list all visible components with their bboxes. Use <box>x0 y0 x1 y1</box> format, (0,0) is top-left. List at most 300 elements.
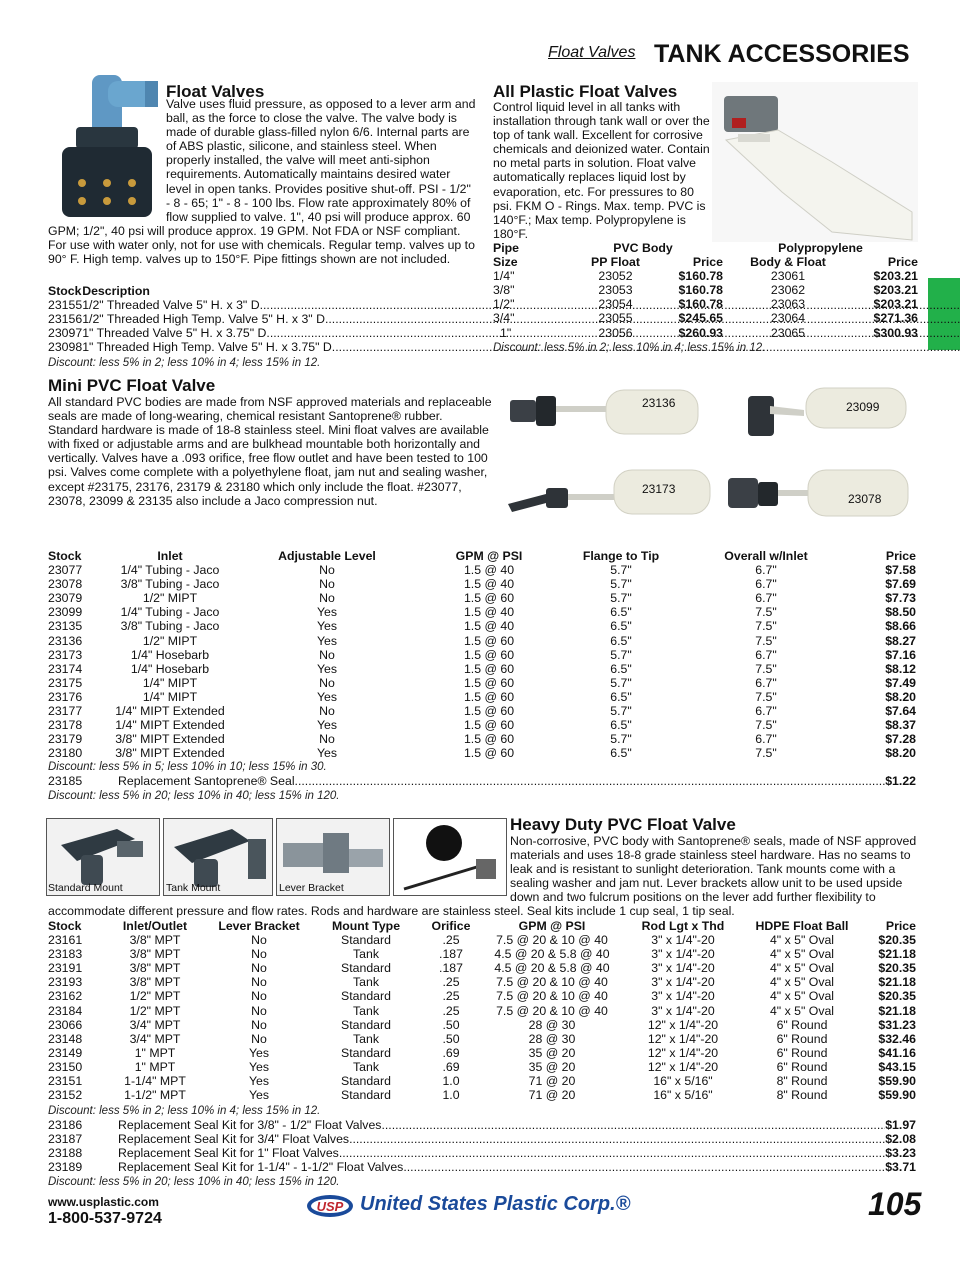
price-cell: $8.20 <box>885 689 916 704</box>
lever-cell: No <box>251 975 267 990</box>
gpm-cell: 4.5 @ 20 & 5.8 @ 40 <box>494 961 610 976</box>
overall-cell: 7.5" <box>755 689 777 704</box>
description-cell: 1" Threaded High Temp. Valve 5" H. x 3.75" D. <box>82 340 336 355</box>
price-cell: $3.71 <box>885 1160 916 1175</box>
heavy-duty-description: Non-corrosive, PVC body with Santoprene® seals, made of NSF approved materials and uses 18-8 grade stainless steel hardware. Has no seams to leak and is resistant to sunlight deterioration. Tank mounts come with a sealing washer and jam nut. Lever brackets allow unit to be used upside down and two fulcrum positions on the lever add further flexibility to accommodate different pressure and flow rates. Rods and hardware are stainless steel. Seal kits include 1 cup seal, 1 tip seal. <box>48 834 917 919</box>
rod-cell: 16" x 5/16" <box>653 1088 713 1103</box>
stock-cell: 23061 <box>770 269 806 284</box>
adjustable-cell: No <box>319 675 335 690</box>
orifice-cell: .187 <box>439 947 463 962</box>
mini-pvc-description: All standard PVC bodies are made from NSF approved materials and replaceable seals are made of long-wearing, chemical resistant Santoprene® rubber. Standard hardware is made of 18-8 stainless steel. Mini float valves are available with fixed or adjustable arms and are bulkhead mountable both horizontally and vertically. Valves have a .093 orifice, free flow outlet and have been tested to 100 psi. Valves come complete with a polyethylene float, jam nut and sealing washer, except #23175, 23176, 23179 & 23180 which only include the float. #23077, 23078, 23099 & 23135 also include a Jaco compression nut. <box>48 395 492 508</box>
col-description: Description <box>82 284 150 298</box>
mount-cell: Standard <box>341 961 391 976</box>
size-cell: 3/4" <box>493 311 515 326</box>
rod-cell: 12" x 1/4"-20 <box>647 1045 719 1060</box>
description-cell: Replacement Seal Kit for 3/8" - 1/2" Float Valves <box>118 1118 382 1132</box>
gpm-cell: 1.5 @ 60 <box>463 689 515 704</box>
seal-kits-list <box>48 1118 916 1174</box>
mini-pvc-title: Mini PVC Float Valve <box>48 376 216 395</box>
mount-cell: Tank <box>353 1059 379 1074</box>
stock-cell: 23162 <box>48 989 83 1004</box>
inlet-cell: 1/4" Hosebarb <box>130 661 210 676</box>
price-cell: $203.21 <box>873 297 918 312</box>
flange-cell: 6.5" <box>610 633 632 648</box>
col-stock: Stock <box>48 919 82 933</box>
overall-cell: 6.7" <box>755 704 777 719</box>
overall-cell: 7.5" <box>755 746 777 761</box>
usp-logo-text: USP <box>316 1199 344 1214</box>
gpm-cell: 28 @ 30 <box>528 1031 576 1046</box>
lever-cell: No <box>251 961 267 976</box>
stock-cell: 23056 <box>598 325 633 340</box>
all-plastic-table <box>493 241 918 340</box>
price-cell: $8.66 <box>885 619 916 634</box>
lever-cell: No <box>251 947 267 962</box>
ball-cell: 4" x 5" Oval <box>769 1003 835 1018</box>
table-row <box>48 1088 916 1102</box>
col-price: Price <box>887 255 918 270</box>
lever-bracket-caption: Lever Bracket <box>279 882 344 894</box>
col-stock: Stock <box>48 549 82 563</box>
inlet-cell: 1/2" MIPT <box>142 591 198 606</box>
lever-cell: No <box>251 1031 267 1046</box>
gpm-cell: 1.5 @ 60 <box>463 732 515 747</box>
price-cell: $32.46 <box>878 1031 916 1046</box>
col-gpm-psi: GPM @ PSI <box>518 919 586 933</box>
flange-cell: 6.5" <box>610 746 632 761</box>
col-orifice: Orifice <box>431 919 471 933</box>
stock-cell: 23175 <box>48 675 83 690</box>
price-cell: $8.27 <box>885 633 916 648</box>
gpm-cell: 7.5 @ 20 & 10 @ 40 <box>496 1003 608 1018</box>
gpm-cell: 1.5 @ 60 <box>463 718 515 733</box>
tank-mount-caption: Tank Mount <box>166 882 221 894</box>
lever-cell: Yes <box>248 1074 270 1089</box>
lever-cell: No <box>251 933 267 948</box>
heavy-duty-discount: Discount: less 5% in 2; less 10% in 4; less 15% in 12. <box>48 1105 321 1117</box>
adjustable-cell: Yes <box>316 746 338 761</box>
gpm-cell: 1.5 @ 60 <box>463 704 515 719</box>
price-cell: $21.18 <box>878 947 916 962</box>
lever-cell: No <box>251 989 267 1004</box>
price-cell: $7.73 <box>885 591 916 606</box>
rod-cell: 16" x 5/16" <box>653 1074 713 1089</box>
stock-cell: 23063 <box>770 297 806 312</box>
col-inlet-outlet: Inlet/Outlet <box>122 919 188 933</box>
table-row <box>48 563 916 577</box>
table-row <box>48 947 916 961</box>
orifice-cell: 1.0 <box>442 1088 460 1103</box>
inlet-cell: 3/8" MPT <box>129 933 181 948</box>
stock-cell: 23136 <box>48 633 83 648</box>
seal-kit-row <box>48 1146 916 1160</box>
overall-cell: 7.5" <box>755 605 777 620</box>
orifice-cell: .50 <box>442 1031 460 1046</box>
page-number: 105 <box>868 1186 922 1222</box>
col-overall-inlet: Overall w/Inlet <box>724 549 808 563</box>
stock-cell: 23150 <box>48 1059 83 1074</box>
table-row <box>48 1018 916 1032</box>
inlet-cell: 1/2" MPT <box>129 1003 181 1018</box>
table-header-row <box>493 255 918 269</box>
table-row <box>48 619 916 633</box>
price-cell: $7.64 <box>885 704 916 719</box>
orifice-cell: .25 <box>442 1003 460 1018</box>
overall-cell: 6.7" <box>755 732 777 747</box>
stock-cell: 23053 <box>598 283 633 298</box>
col-flange-tip: Flange to Tip <box>582 549 660 563</box>
adjustable-cell: Yes <box>316 619 338 634</box>
flange-cell: 5.7" <box>610 675 632 690</box>
overall-cell: 6.7" <box>755 675 777 690</box>
table-row <box>48 605 916 619</box>
seal-row <box>48 774 916 788</box>
stock-cell: 23065 <box>770 325 806 340</box>
table-row <box>48 1046 916 1060</box>
table-row <box>48 676 916 690</box>
overall-cell: 6.7" <box>755 563 777 578</box>
all-plastic-discount: Discount: less 5% in 2; less 10% in 4; less 15% in 12. <box>493 342 766 354</box>
stock-cell: 23078 <box>48 577 83 592</box>
mini-float-23173-image <box>506 460 716 524</box>
inlet-cell: 1" MPT <box>134 1045 176 1060</box>
price-cell: $203.21 <box>873 269 918 284</box>
price-cell: $59.90 <box>878 1074 916 1089</box>
float-valve-photo <box>48 75 166 222</box>
price-cell: $59.90 <box>878 1088 916 1103</box>
adjustable-cell: No <box>319 577 335 592</box>
heavy-duty-table <box>48 919 916 1102</box>
inlet-cell: 3/8" MIPT Extended <box>115 746 225 761</box>
table-row <box>48 648 916 662</box>
ball-cell: 4" x 5" Oval <box>769 961 835 976</box>
overall-cell: 7.5" <box>755 661 777 676</box>
col-mount-type: Mount Type <box>331 919 401 933</box>
rod-cell: 12" x 1/4"-20 <box>647 1059 719 1074</box>
price-cell: $203.21 <box>873 283 918 298</box>
orifice-cell: .69 <box>442 1059 460 1074</box>
overall-cell: 7.5" <box>755 633 777 648</box>
price-cell: $7.69 <box>885 577 916 592</box>
price-cell: $160.78 <box>678 297 723 312</box>
mini-float-23136-image <box>506 376 706 446</box>
price-cell: $160.78 <box>678 269 723 284</box>
seal-discount: Discount: less 5% in 20; less 10% in 40; less 15% in 120. <box>48 790 340 802</box>
gpm-cell: 1.5 @ 60 <box>463 591 515 606</box>
inlet-cell: 3/8" Tubing - Jaco <box>120 577 220 592</box>
stock-cell: 23152 <box>48 1088 83 1103</box>
description-cell: 1/2" Threaded High Temp. Valve 5" H. x 3" D. <box>82 312 329 327</box>
inlet-cell: 1/4" MIPT Extended <box>115 704 225 719</box>
table-header-row <box>48 919 916 933</box>
mini-photo-label-23099: 23099 <box>846 400 880 414</box>
col-inlet: Inlet <box>157 549 183 563</box>
flange-cell: 5.7" <box>610 732 632 747</box>
price-cell: $245.65 <box>678 311 723 326</box>
price-cell: $8.20 <box>885 746 916 761</box>
size-cell: 1/4" <box>493 269 515 284</box>
rod-cell: 3" x 1/4"-20 <box>651 1003 715 1018</box>
header-category: Float Valves <box>548 44 636 61</box>
seal-kits-discount: Discount: less 5% in 20; less 10% in 40; less 15% in 120. <box>48 1176 340 1188</box>
col-float-ball: HDPE Float Ball <box>755 919 849 933</box>
overall-cell: 7.5" <box>755 718 777 733</box>
mount-cell: Standard <box>341 1088 391 1103</box>
ball-cell: 4" x 5" Oval <box>769 947 835 962</box>
footer-corp-name: United States Plastic Corp.® <box>360 1193 631 1215</box>
price-cell: $7.49 <box>885 675 916 690</box>
gpm-cell: 28 @ 30 <box>528 1017 576 1032</box>
col-lever-bracket: Lever Bracket <box>218 919 300 933</box>
gpm-cell: 1.5 @ 40 <box>463 619 515 634</box>
col-adjustable-level: Adjustable Level <box>278 549 376 563</box>
orifice-cell: .25 <box>442 989 460 1004</box>
rod-cell: 3" x 1/4"-20 <box>651 975 715 990</box>
stock-cell: 23151 <box>48 1074 83 1089</box>
stock-cell: 23187 <box>48 1132 83 1147</box>
table-row <box>48 1060 916 1074</box>
gpm-cell: 71 @ 20 <box>528 1088 576 1103</box>
table-row <box>493 269 918 283</box>
table-row <box>48 961 916 975</box>
adjustable-cell: No <box>319 647 335 662</box>
overall-cell: 6.7" <box>755 577 777 592</box>
orifice-cell: .25 <box>442 933 460 948</box>
stock-cell: 23174 <box>48 661 83 676</box>
rod-cell: 3" x 1/4"-20 <box>651 989 715 1004</box>
table-row <box>48 577 916 591</box>
col-price: Price <box>885 919 916 933</box>
ball-cell: 8" Round <box>776 1088 828 1103</box>
table-row <box>48 989 916 1003</box>
ball-cell: 4" x 5" Oval <box>769 975 835 990</box>
adjustable-cell: Yes <box>316 661 338 676</box>
inlet-cell: 1" MPT <box>134 1059 176 1074</box>
table-row <box>48 1032 916 1046</box>
gpm-cell: 7.5 @ 20 & 10 @ 40 <box>496 989 608 1004</box>
price-cell: $271.36 <box>873 311 918 326</box>
inlet-cell: 3/8" MPT <box>129 947 181 962</box>
adjustable-cell: Yes <box>316 689 338 704</box>
ball-cell: 4" x 5" Oval <box>769 989 835 1004</box>
price-cell: $3.23 <box>885 1146 916 1161</box>
col-price <box>931 284 960 298</box>
gpm-cell: 1.5 @ 60 <box>463 661 515 676</box>
stock-cell: 23054 <box>598 297 633 312</box>
inlet-cell: 1/2" MPT <box>129 989 181 1004</box>
adjustable-cell: No <box>319 732 335 747</box>
inlet-cell: 1-1/4" MPT <box>124 1074 186 1089</box>
stock-cell: 23099 <box>48 605 83 620</box>
size-cell: 1" <box>500 325 512 340</box>
gpm-cell: 1.5 @ 40 <box>463 577 515 592</box>
all-plastic-title: All Plastic Float Valves <box>493 82 678 101</box>
table-row <box>48 1004 916 1018</box>
adjustable-cell: Yes <box>316 633 338 648</box>
gpm-cell: 1.5 @ 60 <box>463 675 515 690</box>
seal-kit-row <box>48 1132 916 1146</box>
inlet-cell: 3/4" MPT <box>129 1031 181 1046</box>
orifice-cell: .187 <box>439 961 463 976</box>
table-row <box>48 732 916 746</box>
mount-cell: Tank <box>353 947 379 962</box>
flange-cell: 5.7" <box>610 577 632 592</box>
usp-logo-icon <box>306 1193 354 1219</box>
col-pp-float: PP Float <box>591 255 640 270</box>
price-cell: $7.28 <box>885 732 916 747</box>
stock-cell: 23055 <box>598 311 633 326</box>
mini-pvc-photos <box>506 376 916 524</box>
stock-cell: 23193 <box>48 975 83 990</box>
orifice-cell: 1.0 <box>442 1074 460 1089</box>
price-cell: $2.08 <box>885 1132 916 1147</box>
inlet-cell: 1/4" MIPT Extended <box>115 718 225 733</box>
price-cell: $160.78 <box>678 283 723 298</box>
col-price: Price <box>692 255 723 270</box>
seal-price: $1.22 <box>885 774 916 788</box>
gpm-cell: 1.5 @ 40 <box>463 563 515 578</box>
table-row <box>493 283 918 297</box>
table-row <box>48 690 916 704</box>
overall-cell: 6.7" <box>755 647 777 662</box>
mini-float-23078-image <box>722 460 916 524</box>
footer-phone: 1-800-537-9724 <box>48 1210 162 1227</box>
seal-stock: 23185 <box>48 774 83 788</box>
gpm-cell: 1.5 @ 60 <box>463 746 515 761</box>
description-cell: Replacement Seal Kit for 1" Float Valves <box>118 1146 339 1161</box>
price-cell: $8.12 <box>885 661 916 676</box>
price-cell: $20.35 <box>878 989 916 1004</box>
all-plastic-description: Control liquid level in all tanks with installation through tank wall or over the top of tank wall. Excellent for corrosive chemicals and deionized water. Contain no metal parts in solution. Float valve automatically replaces liquid lost by evaporation, etc. For pressures to 80 psi. FKM O - Rings. Max. temp. PVC is 140°F.; Max temp. Polypropylene is 180°F. <box>493 100 710 241</box>
rod-cell: 12" x 1/4"-20 <box>647 1031 719 1046</box>
flange-cell: 5.7" <box>610 591 632 606</box>
price-cell: $7.16 <box>885 647 916 662</box>
price-cell: $20.35 <box>878 961 916 976</box>
inlet-cell: 1/4" Hosebarb <box>130 647 210 662</box>
mount-cell: Tank <box>353 1031 379 1046</box>
stock-cell: 23097 <box>48 326 83 341</box>
ball-cell: 6" Round <box>776 1059 828 1074</box>
inlet-cell: 1/2" MIPT <box>142 633 198 648</box>
inlet-cell: 3/8" MPT <box>129 961 181 976</box>
standard-mount-caption: Standard Mount <box>48 882 123 894</box>
gpm-cell: 35 @ 20 <box>528 1059 576 1074</box>
inlet-cell: 3/8" MPT <box>129 975 181 990</box>
mini-photo-label-23173: 23173 <box>642 482 676 496</box>
inlet-cell: 1/4" MIPT <box>142 689 198 704</box>
adjustable-cell: No <box>319 563 335 578</box>
ball-cell: 8" Round <box>776 1074 828 1089</box>
orifice-cell: .69 <box>442 1045 460 1060</box>
float-valves-description: Valve uses fluid pressure, as opposed to a lever arm and ball, as the force to close the valve. The valve body is made of durable glass-filled nylon 6/6. Internal parts are of ABS plastic, silicone, and stainless steel. When properly installed, the valve will meet anti-siphon requirements. Automatically maintains desired water level in open tanks. Provides positive shut-off. PSI - 1/2" - 8 - 65; 1" - 8 - 100 lbs. Flow rate approximately 80% of flow supplied to valve. 1", 40 psi will produce approx. 60 GPM; 1/2", 40 psi will produce approx. 19 GPM. Not FDA or NSF compliant. For use with water only, not for use with chemicals. Regular temp. valves up to 90° F. High temp. valves up to 150°F. Pipe fittings shown are not included. <box>48 97 476 267</box>
inlet-cell: 1/4" Tubing - Jaco <box>120 563 220 578</box>
mount-cell: Standard <box>341 989 391 1004</box>
table-row <box>48 1074 916 1088</box>
mount-cell: Standard <box>341 1017 391 1032</box>
gpm-cell: 1.5 @ 40 <box>463 605 515 620</box>
table-row <box>48 634 916 648</box>
mini-photo-label-23136: 23136 <box>642 396 676 410</box>
orifice-cell: .50 <box>442 1017 460 1032</box>
mount-cell: Tank <box>353 1003 379 1018</box>
mount-cell: Standard <box>341 933 391 948</box>
gpm-cell: 71 @ 20 <box>528 1074 576 1089</box>
flange-cell: 5.7" <box>610 704 632 719</box>
description-cell: Replacement Seal Kit for 3/4" Float Valves <box>118 1132 350 1147</box>
footer-url[interactable]: www.usplastic.com <box>48 1195 159 1209</box>
rod-cell: 3" x 1/4"-20 <box>651 947 715 962</box>
col-gpm-psi: GPM @ PSI <box>455 549 523 563</box>
col-rod-length: Rod Lgt x Thd <box>641 919 725 933</box>
stock-cell: 23135 <box>48 619 83 634</box>
ball-cell: 4" x 5" Oval <box>769 933 835 948</box>
stock-cell: 23191 <box>48 961 83 976</box>
stock-cell: 23183 <box>48 947 83 962</box>
col-body-float: Body & Float <box>750 255 826 270</box>
col-pvc-body: PVC Body <box>613 241 673 255</box>
price-cell: $1.97 <box>885 1118 916 1132</box>
flange-cell: 6.5" <box>610 619 632 634</box>
float-valves-discount: Discount: less 5% in 2; less 10% in 4; less 15% in 12. <box>48 357 321 369</box>
rod-cell: 12" x 1/4"-20 <box>647 1017 719 1032</box>
lever-cell: No <box>251 1003 267 1018</box>
mount-cell: Tank <box>353 975 379 990</box>
stock-cell: 23176 <box>48 689 83 704</box>
table-row <box>48 591 916 605</box>
table-row <box>493 326 918 340</box>
adjustable-cell: Yes <box>316 605 338 620</box>
ball-cell: 6" Round <box>776 1031 828 1046</box>
description-cell: 1/2" Threaded Valve 5" H. x 3" D. <box>82 298 263 313</box>
stock-cell: 23148 <box>48 1031 83 1046</box>
inlet-cell: 1/4" MIPT <box>142 675 198 690</box>
rod-cell: 3" x 1/4"-20 <box>651 933 715 948</box>
lever-cell: Yes <box>248 1059 270 1074</box>
stock-cell: 23155 <box>48 298 83 313</box>
gpm-cell: 7.5 @ 20 & 10 @ 40 <box>496 975 608 990</box>
heavy-duty-title: Heavy Duty PVC Float Valve <box>510 815 736 834</box>
stock-cell: 23178 <box>48 718 83 733</box>
price-cell: $260.93 <box>678 325 723 340</box>
float-valves-title: Float Valves <box>166 82 265 101</box>
size-cell: 1/2" <box>493 297 515 312</box>
flange-cell: 5.7" <box>610 647 632 662</box>
page-title: TANK ACCESSORIES <box>654 40 910 68</box>
table-header-row <box>48 549 916 563</box>
flange-cell: 5.7" <box>610 563 632 578</box>
inlet-cell: 1/4" Tubing - Jaco <box>120 605 220 620</box>
table-row <box>48 662 916 676</box>
stock-cell: 23098 <box>48 340 83 355</box>
lever-cell: Yes <box>248 1088 270 1103</box>
price-cell: $7.58 <box>885 563 916 578</box>
stock-cell: 23079 <box>48 591 83 606</box>
mount-cell: Standard <box>341 1074 391 1089</box>
mount-cell: Standard <box>341 1045 391 1060</box>
flange-cell: 6.5" <box>610 718 632 733</box>
gpm-cell: 4.5 @ 20 & 5.8 @ 40 <box>494 947 610 962</box>
stock-cell: 23156 <box>48 312 83 327</box>
heavy-duty-description-block <box>48 834 918 919</box>
inlet-cell: 3/8" MIPT Extended <box>115 732 225 747</box>
seal-kit-row <box>48 1118 916 1132</box>
stock-cell: 23052 <box>598 269 633 284</box>
stock-cell: 23066 <box>48 1017 83 1032</box>
float-valves-description-block <box>48 97 478 266</box>
mini-pvc-discount: Discount: less 5% in 5; less 10% in 10; less 15% in 30. <box>48 761 327 773</box>
table-row <box>48 975 916 989</box>
price-cell: $20.35 <box>878 933 916 948</box>
